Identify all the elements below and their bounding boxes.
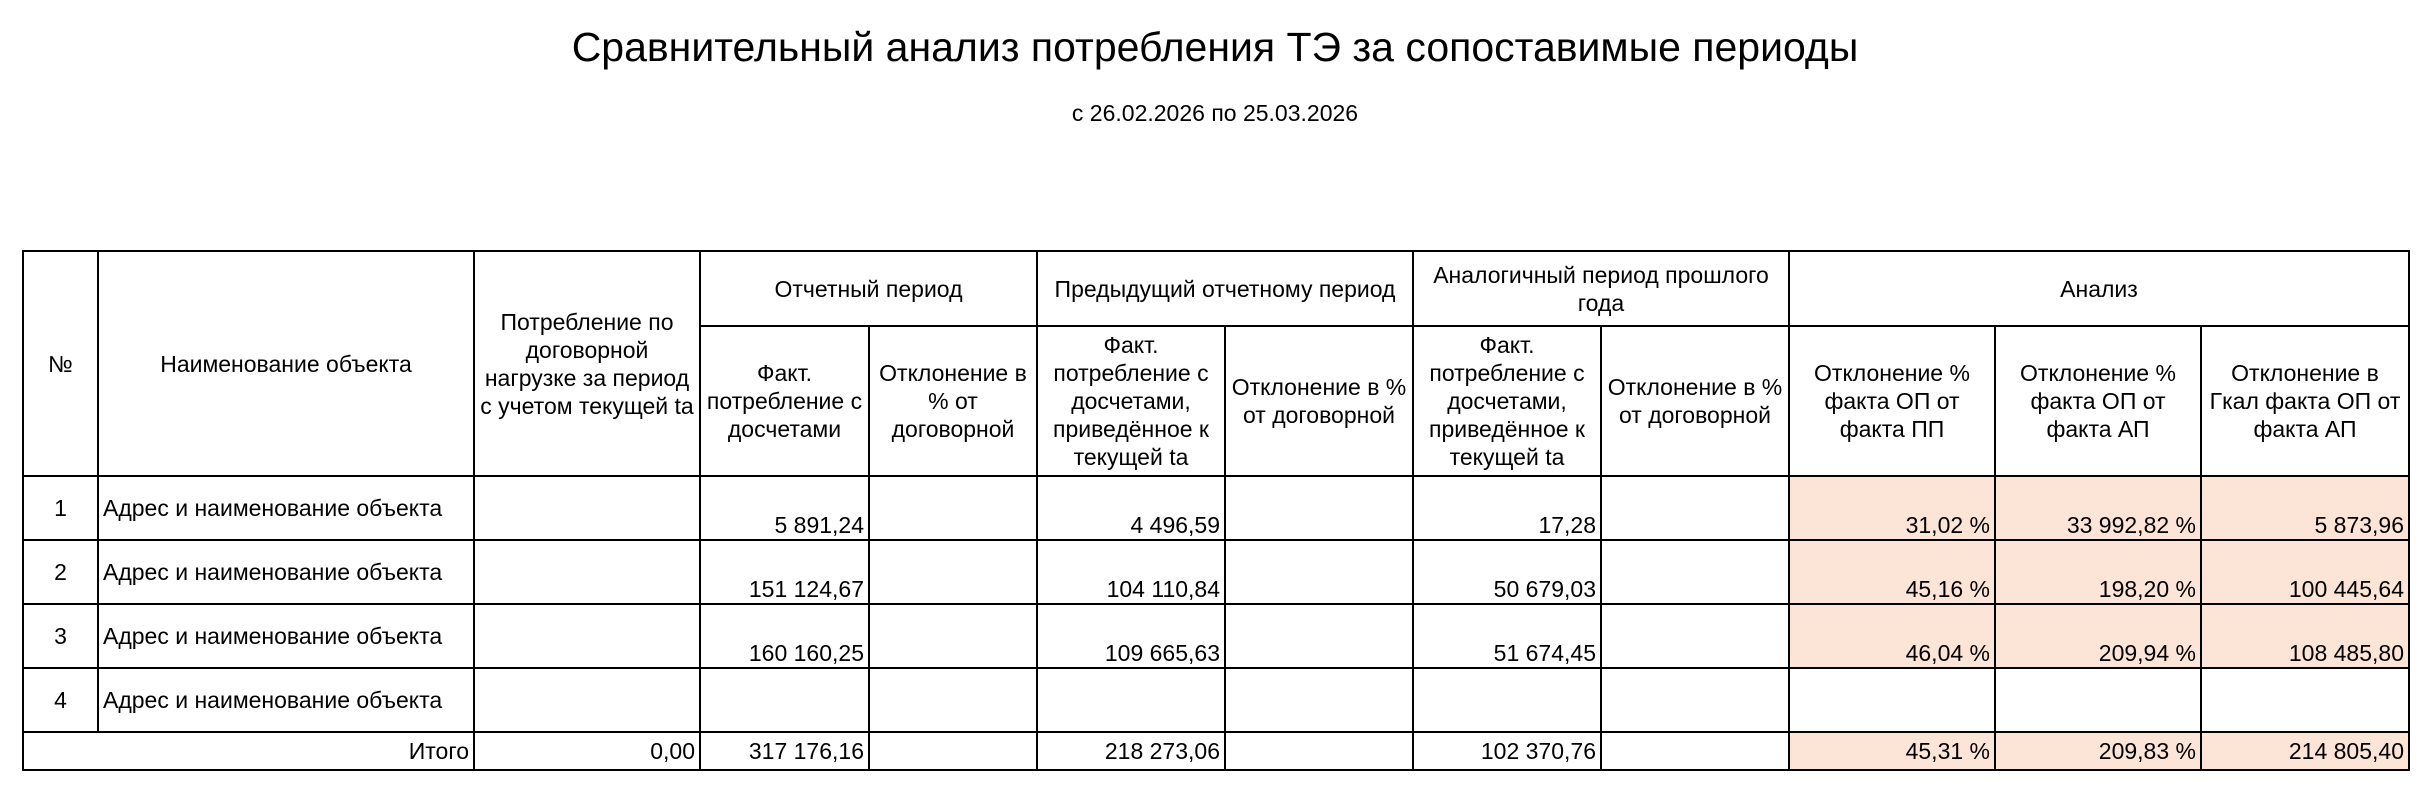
header-ap-dev: Отклонение в % от договорной xyxy=(1601,326,1789,476)
row-an-gcal: 5 873,96 xyxy=(2201,476,2409,540)
header-num: № xyxy=(23,251,98,476)
row-an-ap xyxy=(1995,668,2201,732)
row-num: 4 xyxy=(23,668,98,732)
row-an-ap: 209,94 % xyxy=(1995,604,2201,668)
row-contract xyxy=(474,604,700,668)
row-pp-dev xyxy=(1225,476,1413,540)
row-ap-fact xyxy=(1413,668,1601,732)
analysis-table xyxy=(22,250,2410,771)
row-an-gcal: 100 445,64 xyxy=(2201,540,2409,604)
header-pp-dev: Отклонение в % от договорной xyxy=(1225,326,1413,476)
header-contract: Потребление по договорной нагрузке за период с учетом текущей ta xyxy=(474,251,700,476)
row-an-pp xyxy=(1789,668,1995,732)
header-rp-dev: Отклонение в % от договорной xyxy=(869,326,1037,476)
header-pp-fact: Факт. потребление с досчетами, приведённое к текущей ta xyxy=(1037,326,1225,476)
report-period: с 26.02.2026 по 25.03.2026 xyxy=(1071,100,1359,126)
total-an-ap: 209,83 % xyxy=(1995,732,2201,770)
row-pp-fact: 4 496,59 xyxy=(1037,476,1225,540)
row-pp-fact: 104 110,84 xyxy=(1037,540,1225,604)
row-ap-dev xyxy=(1601,604,1789,668)
total-pp-fact: 218 273,06 xyxy=(1037,732,1225,770)
total-label: Итого xyxy=(23,732,474,770)
row-rp-fact xyxy=(700,668,869,732)
total-rp-dev xyxy=(869,732,1037,770)
header-an-ap: Отклонение % факта ОП от факта АП xyxy=(1995,326,2201,476)
total-contract: 0,00 xyxy=(474,732,700,770)
header-analysis: Анализ xyxy=(1789,251,2409,326)
header-row-1 xyxy=(23,251,2409,326)
row-ap-fact: 51 674,45 xyxy=(1413,604,1601,668)
header-same-last-year: Аналогичный период прошлого года xyxy=(1413,251,1789,326)
row-name: Адрес и наименование объекта xyxy=(98,476,474,540)
table-row xyxy=(23,540,2409,604)
table-row xyxy=(23,668,2409,732)
row-pp-dev xyxy=(1225,668,1413,732)
header-prev-period: Предыдущий отчетному период xyxy=(1037,251,1413,326)
row-an-gcal: 108 485,80 xyxy=(2201,604,2409,668)
row-rp-fact: 160 160,25 xyxy=(700,604,869,668)
total-ap-dev xyxy=(1601,732,1789,770)
header-report-period: Отчетный период xyxy=(700,251,1037,326)
row-contract xyxy=(474,540,700,604)
row-an-gcal xyxy=(2201,668,2409,732)
header-an-gcal: Отклонение в Гкал факта ОП от факта АП xyxy=(2201,326,2409,476)
row-ap-dev xyxy=(1601,476,1789,540)
row-contract xyxy=(474,668,700,732)
row-rp-dev xyxy=(869,604,1037,668)
report-title: Сравнительный анализ потребления ТЭ за сопоставимые периоды xyxy=(571,24,1859,70)
header-name: Наименование объекта xyxy=(98,251,474,476)
row-ap-fact: 50 679,03 xyxy=(1413,540,1601,604)
total-ap-fact: 102 370,76 xyxy=(1413,732,1601,770)
row-ap-dev xyxy=(1601,668,1789,732)
row-num: 3 xyxy=(23,604,98,668)
row-pp-dev xyxy=(1225,604,1413,668)
row-contract xyxy=(474,476,700,540)
row-rp-fact: 151 124,67 xyxy=(700,540,869,604)
row-ap-fact: 17,28 xyxy=(1413,476,1601,540)
row-num: 1 xyxy=(23,476,98,540)
total-rp-fact: 317 176,16 xyxy=(700,732,869,770)
row-name: Адрес и наименование объекта xyxy=(98,540,474,604)
header-rp-fact: Факт. потребление с досчетами xyxy=(700,326,869,476)
row-an-ap: 33 992,82 % xyxy=(1995,476,2201,540)
total-pp-dev xyxy=(1225,732,1413,770)
row-name: Адрес и наименование объекта xyxy=(98,668,474,732)
row-num: 2 xyxy=(23,540,98,604)
row-rp-dev xyxy=(869,668,1037,732)
row-name: Адрес и наименование объекта xyxy=(98,604,474,668)
table-row xyxy=(23,604,2409,668)
row-ap-dev xyxy=(1601,540,1789,604)
row-an-pp: 45,16 % xyxy=(1789,540,1995,604)
row-rp-fact: 5 891,24 xyxy=(700,476,869,540)
row-an-pp: 46,04 % xyxy=(1789,604,1995,668)
total-an-pp: 45,31 % xyxy=(1789,732,1995,770)
total-an-gcal: 214 805,40 xyxy=(2201,732,2409,770)
row-an-pp: 31,02 % xyxy=(1789,476,1995,540)
row-rp-dev xyxy=(869,540,1037,604)
header-an-pp: Отклонение % факта ОП от факта ПП xyxy=(1789,326,1995,476)
row-an-ap: 198,20 % xyxy=(1995,540,2201,604)
table-row xyxy=(23,476,2409,540)
total-row xyxy=(23,732,2409,770)
row-pp-dev xyxy=(1225,540,1413,604)
row-rp-dev xyxy=(869,476,1037,540)
row-pp-fact: 109 665,63 xyxy=(1037,604,1225,668)
header-ap-fact: Факт. потребление с досчетами, приведённое к текущей ta xyxy=(1413,326,1601,476)
row-pp-fact xyxy=(1037,668,1225,732)
